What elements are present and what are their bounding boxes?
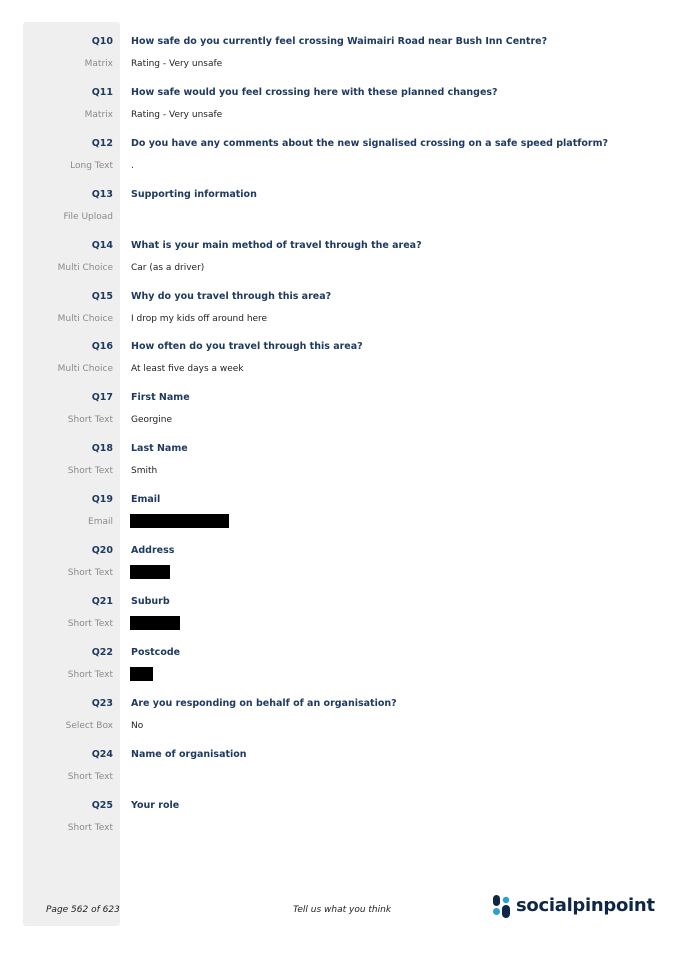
question-row [0,638,675,689]
question-number: Q17 [91,392,113,404]
socialpinpoint-logo-icon [492,894,512,920]
question-text: Address [131,545,175,556]
question-type: Short Text [67,415,113,426]
answer-text: I drop my kids off around here [131,313,268,324]
question-type: Short Text [67,771,113,782]
question-text: Are you responding on behalf of an organisation? [131,697,397,709]
question-text: Suburb [131,595,170,607]
redacted-answer [130,565,170,579]
question-type: Matrix [84,59,113,69]
question-type: Long Text [70,160,113,171]
question-number: Q21 [91,595,113,607]
question-number: Q15 [91,290,113,302]
question-row [0,587,675,638]
question-text: Name of organisation [131,748,247,760]
question-number: Q19 [91,494,113,506]
question-number: Q11 [91,86,113,98]
question-number: Q22 [91,646,113,658]
page-number: Page 562 of 623 [46,905,120,915]
footer-tagline: Tell us what you think [293,905,392,915]
question-row [0,791,675,842]
question-type: Matrix [84,109,113,120]
answer-text: Georgine [131,415,173,426]
answer-text: . [131,160,134,171]
question-text: What is your main method of travel through the area? [131,239,422,251]
question-number: Q13 [91,188,113,200]
question-row [0,27,675,78]
question-type: File Upload [63,211,113,222]
redacted-answer [130,514,229,528]
question-number: Q16 [91,341,113,353]
answer-text: Smith [131,466,158,477]
question-row [0,282,675,333]
question-type: Short Text [67,568,113,578]
redacted-answer [130,616,180,630]
question-row [0,78,675,129]
question-text: Supporting information [131,188,257,200]
question-text: How often do you travel through this area? [131,341,363,353]
question-number: Q18 [91,443,113,455]
question-row [0,332,675,383]
question-number: Q12 [91,137,113,149]
question-row [0,485,675,536]
question-type: Multi Choice [57,262,113,273]
question-row [0,536,675,587]
answer-text: Car (as a driver) [131,262,205,273]
question-type: Email [88,517,113,528]
question-text: How safe do you currently feel crossing Waimairi Road near Bush Inn Centre? [131,36,548,47]
question-text: Last Name [131,443,188,455]
question-row [0,180,675,231]
redacted-answer [130,667,153,681]
question-number: Q14 [91,239,113,251]
question-type: Select Box [65,720,113,731]
question-text: Do you have any comments about the new signalised crossing on a safe speed platform? [131,137,609,149]
question-text: How safe would you feel crossing here with these planned changes? [131,86,498,98]
question-number: Q23 [91,697,113,709]
question-text: First Name [131,392,190,404]
question-number: Q10 [91,36,113,47]
question-row [0,231,675,282]
question-type: Short Text [67,618,113,629]
question-text: Why do you travel through this area? [131,290,332,302]
question-text: Your role [131,799,180,811]
question-text: Postcode [131,646,181,658]
answer-text: At least five days a week [131,364,244,375]
question-type: Multi Choice [57,364,113,375]
question-number: Q25 [91,799,113,811]
question-type: Multi Choice [57,313,113,324]
answer-text: Rating - Very unsafe [131,59,223,69]
question-row [0,434,675,485]
question-row [0,383,675,434]
answer-text: Rating - Very unsafe [131,109,223,120]
question-row [0,740,675,791]
answer-text: No [131,720,144,731]
question-type: Short Text [67,669,113,680]
question-type: Short Text [67,822,113,833]
question-type: Short Text [67,466,113,477]
question-text: Email [131,494,161,506]
question-row [0,129,675,180]
question-number: Q20 [91,545,113,556]
question-row [0,689,675,740]
brand-wordmark: socialpinpoint [516,895,655,916]
question-number: Q24 [91,748,113,760]
